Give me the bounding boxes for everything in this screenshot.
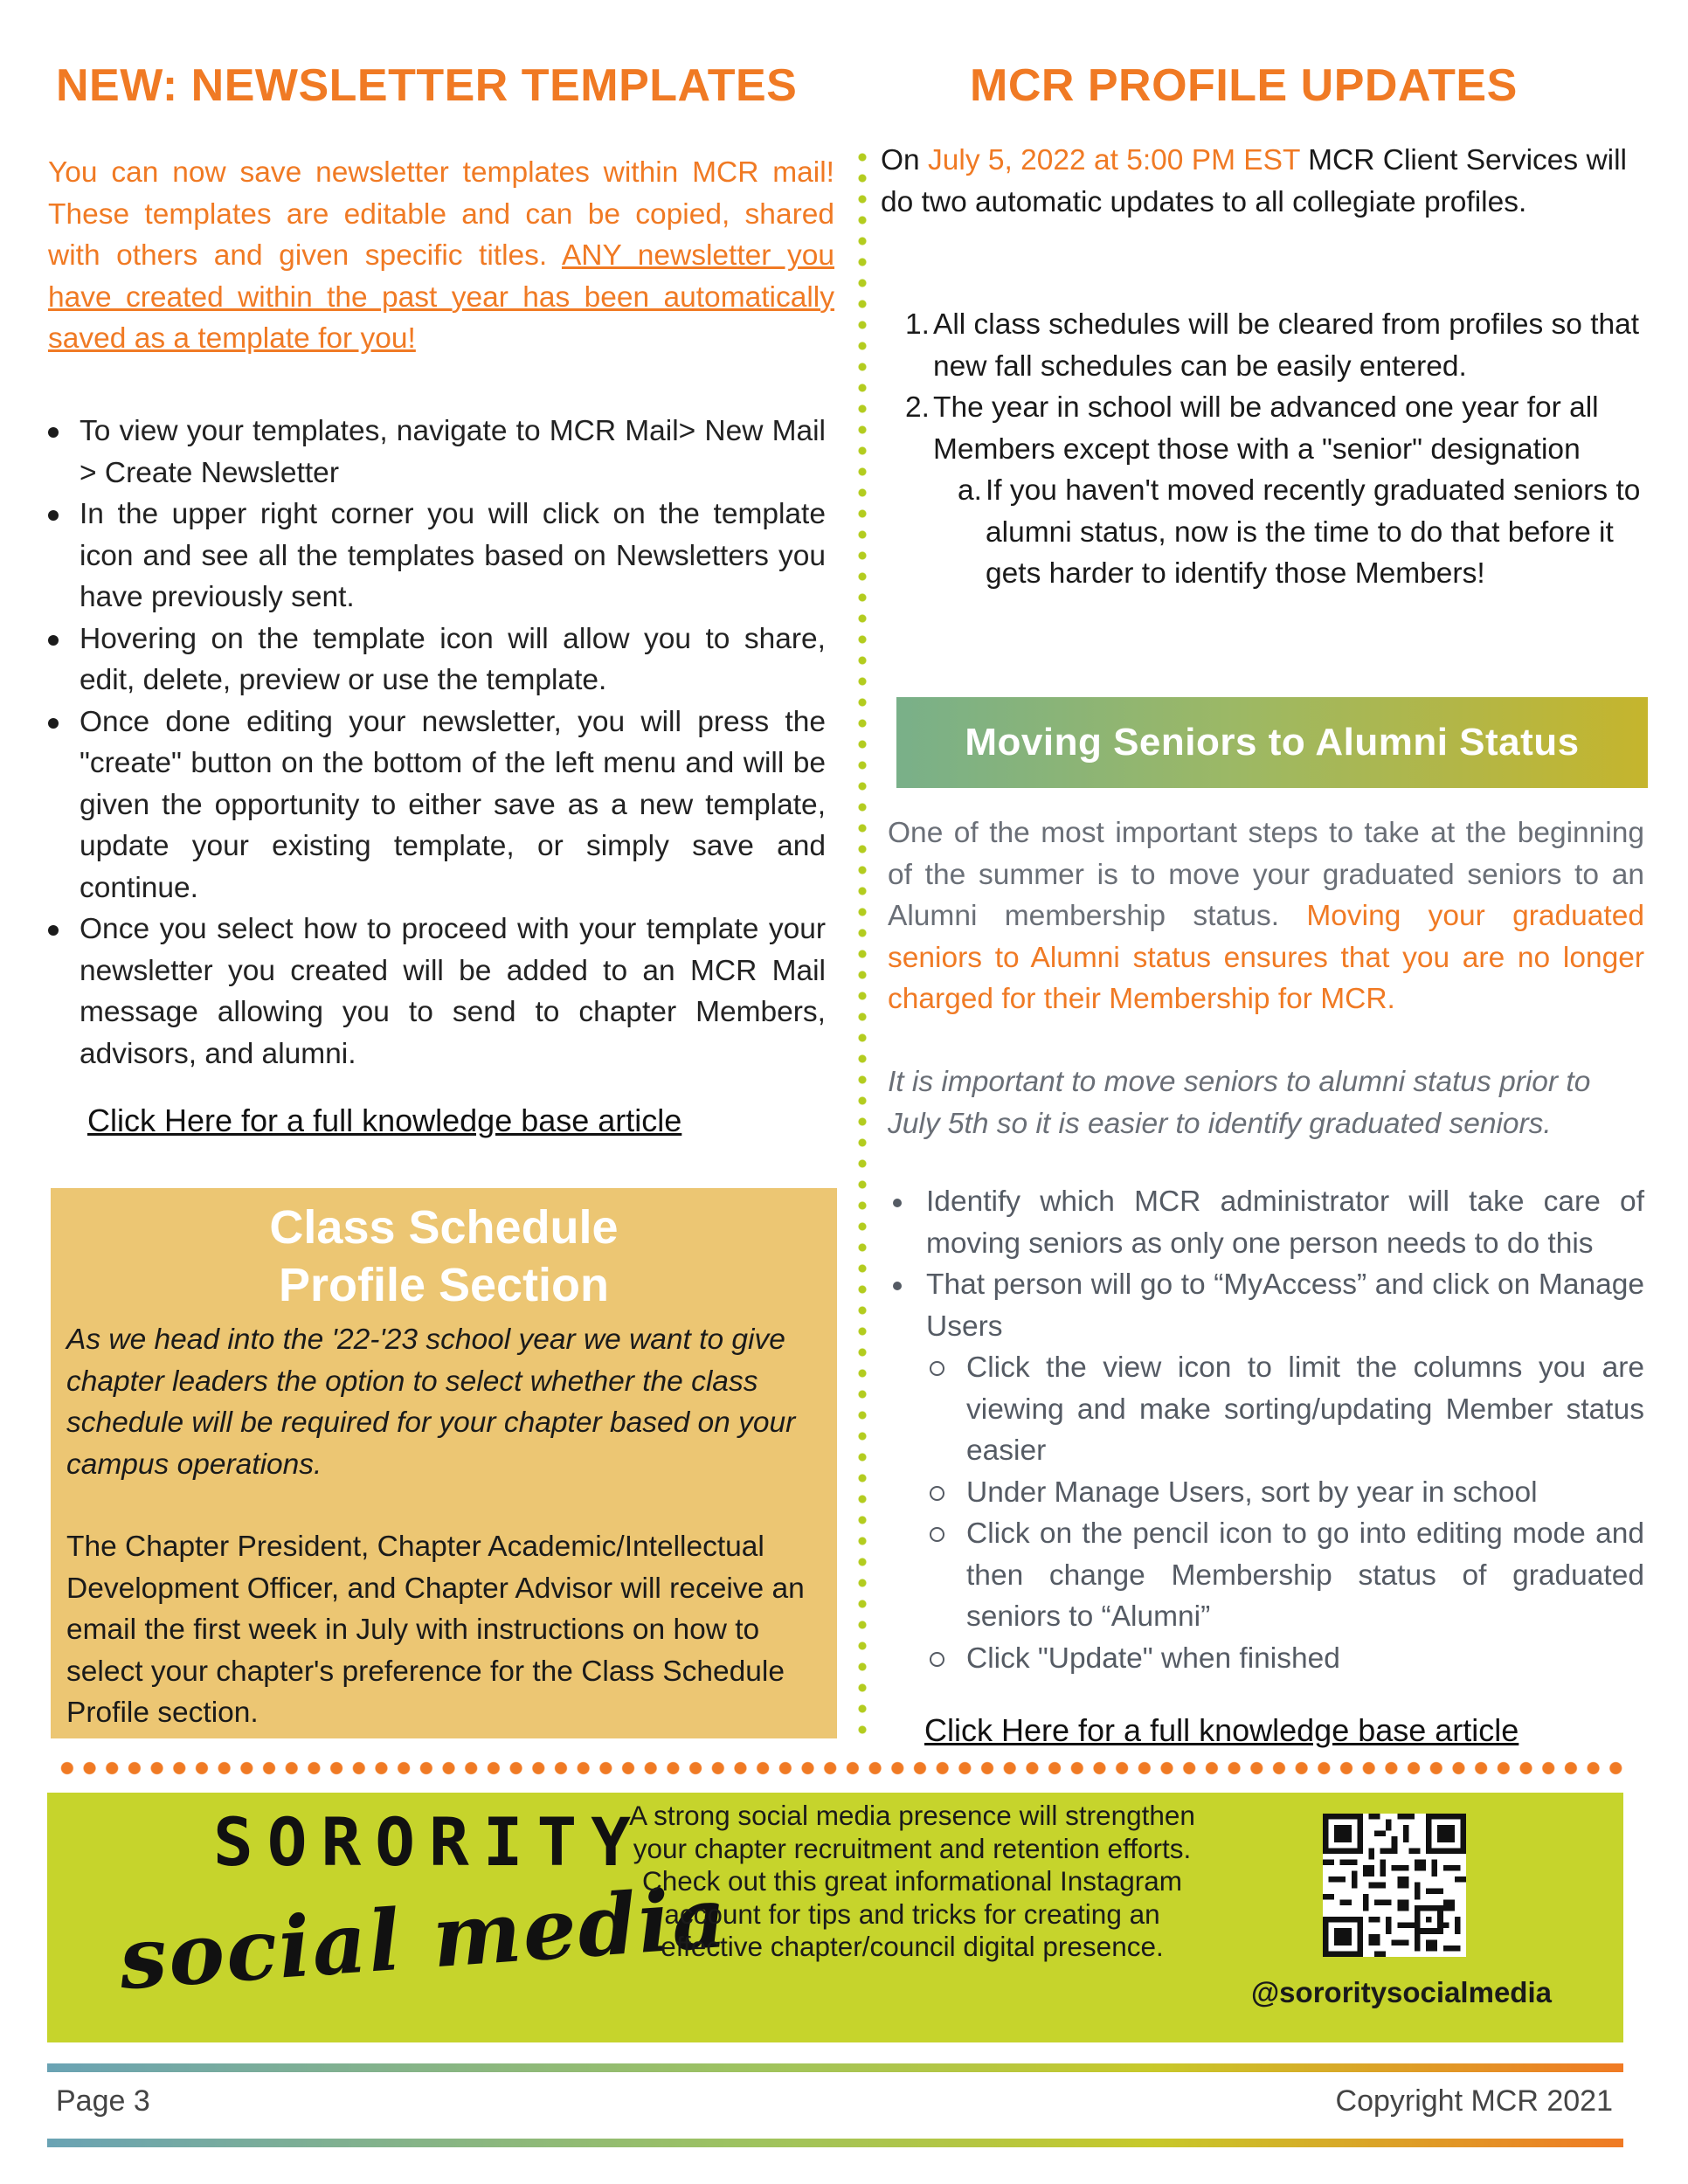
intro-on: On	[881, 144, 920, 176]
moving-seniors-banner: Moving Seniors to Alumni Status	[896, 697, 1648, 788]
list-item	[881, 304, 1650, 387]
class-schedule-title-line2: Profile Section	[278, 1259, 610, 1311]
newsletter-templates-heading: NEW: NEWSLETTER TEMPLATES	[56, 60, 798, 111]
list-number: 2.	[905, 391, 930, 424]
list-sub-item: Click "Update" when finished	[888, 1638, 1644, 1680]
list-item: That person will go to “MyAccess” and click on Manage Users	[888, 1264, 1644, 1347]
knowledge-base-link-seniors[interactable]: Click Here for a full knowledge base article	[924, 1712, 1519, 1748]
list-item: Identify which MCR administrator will take care of moving seniors as only one person needs to do this	[888, 1181, 1644, 1264]
social-media-description: A strong social media presence will strengthen your chapter recruitment and retention efforts. Check out this great informational Instagram account for tips and tricks for creating an effective chapter/council digital presence.	[629, 1800, 1195, 1962]
newsletter-intro	[48, 152, 834, 360]
horizontal-dotted-divider	[56, 1759, 1629, 1777]
list-item: Once you select how to proceed with your template your newsletter you created will be added to an MCR Mail message allowing you to send to chapter Members, advisors, and alumni.	[48, 909, 826, 1075]
list-sub-item: Click on the pencil icon to go into editing mode and then change Membership status of graduated seniors to “Alumni”	[888, 1513, 1644, 1638]
list-item: Hovering on the template icon will allow you to share, edit, delete, preview or use the template.	[48, 619, 826, 702]
class-schedule-paragraph-2: The Chapter President, Chapter Academic/Intellectual Development Officer, and Chapter Advisor will receive an email the first week in July with instructions on how to select your chapter's preference for the Class Schedule Profile section.	[66, 1531, 805, 1729]
list-text: The year in school will be advanced one year for all Members except those with a "senior" designation	[933, 391, 1599, 466]
sorority-logo-text: SORORITY	[213, 1803, 646, 1881]
list-item: Once done editing your newsletter, you will press the "create" button on the bottom of the left menu and will be given the opportunity to either save as a new template, update your existing template, or simply save and continue.	[48, 702, 826, 909]
profile-updates-heading: MCR PROFILE UPDATES	[970, 60, 1518, 111]
profile-updates-list	[881, 304, 1650, 595]
vertical-dotted-divider	[857, 147, 868, 1745]
copyright-text: Copyright MCR 2021	[1335, 2084, 1613, 2118]
list-number: 1.	[905, 308, 930, 341]
newsletter-bullet-list	[48, 411, 826, 1075]
instagram-handle[interactable]: @sororitysocialmedia	[1251, 1976, 1552, 2008]
class-schedule-title-line1: Class Schedule	[269, 1201, 619, 1254]
moving-seniors-bullet-list	[888, 1181, 1644, 1679]
list-text: All class schedules will be cleared from profiles so that new fall schedules can be easily entered.	[933, 308, 1640, 383]
qr-code-icon[interactable]	[1323, 1814, 1466, 1957]
paragraph-gray-text: One of the most important steps to take at the beginning of the summer is to move your graduated seniors to an Alumni membership status.	[888, 817, 1644, 932]
class-schedule-box	[51, 1188, 837, 1738]
social-media-logo-text: social media	[115, 1867, 731, 2009]
list-number: a.	[958, 474, 982, 507]
page-number: Page 3	[56, 2084, 150, 2118]
class-schedule-paragraph-1: As we head into the '22-'23 school year we want to give chapter leaders the option to select whether the class schedule will be required for your chapter based on your campus operations.	[66, 1324, 796, 1481]
moving-seniors-body	[888, 812, 1644, 1144]
knowledge-base-link-newsletter[interactable]: Click Here for a full knowledge base article	[87, 1102, 682, 1138]
social-media-box	[47, 1793, 1623, 2042]
list-sub-item	[881, 470, 1650, 595]
list-item: In the upper right corner you will click on the template icon and see all the templates based on Newsletters you have previously sent.	[48, 494, 826, 619]
footer-top-gradient-line	[47, 2063, 1623, 2072]
profile-updates-intro	[881, 140, 1650, 223]
footer-bottom-gradient-line	[47, 2139, 1623, 2147]
moving-seniors-paragraph-2: It is important to move seniors to alumni status prior to July 5th so it is easier to identify graduated seniors.	[888, 1066, 1591, 1140]
newsletter-intro-underlined: ANY newsletter you have created within the past year has been automatically saved as a template for you!	[48, 239, 834, 355]
update-date: July 5, 2022 at 5:00 PM EST	[928, 144, 1300, 176]
moving-seniors-paragraph-1	[888, 812, 1644, 1020]
list-text: If you haven't moved recently graduated seniors to alumni status, now is the time to do that before it gets harder to identify those Members!	[986, 474, 1641, 590]
list-item: To view your templates, navigate to MCR Mail> New Mail > Create Newsletter	[48, 411, 826, 494]
paragraph-orange-text: Moving your graduated seniors to Alumni status ensures that you are no longer charged for their Membership for MCR.	[888, 900, 1645, 1015]
list-sub-item: Click the view icon to limit the columns you are viewing and make sorting/updating Member status easier	[888, 1347, 1644, 1472]
newsletter-intro-text: You can now save newsletter templates within MCR mail! These templates are editable and can be copied, shared with others and given specific titles.	[48, 156, 834, 272]
list-sub-item: Under Manage Users, sort by year in school	[888, 1472, 1644, 1514]
list-item	[881, 387, 1650, 470]
class-schedule-title	[66, 1199, 821, 1314]
intro-rest: MCR Client Services will do two automatic updates to all collegiate profiles.	[881, 144, 1627, 218]
